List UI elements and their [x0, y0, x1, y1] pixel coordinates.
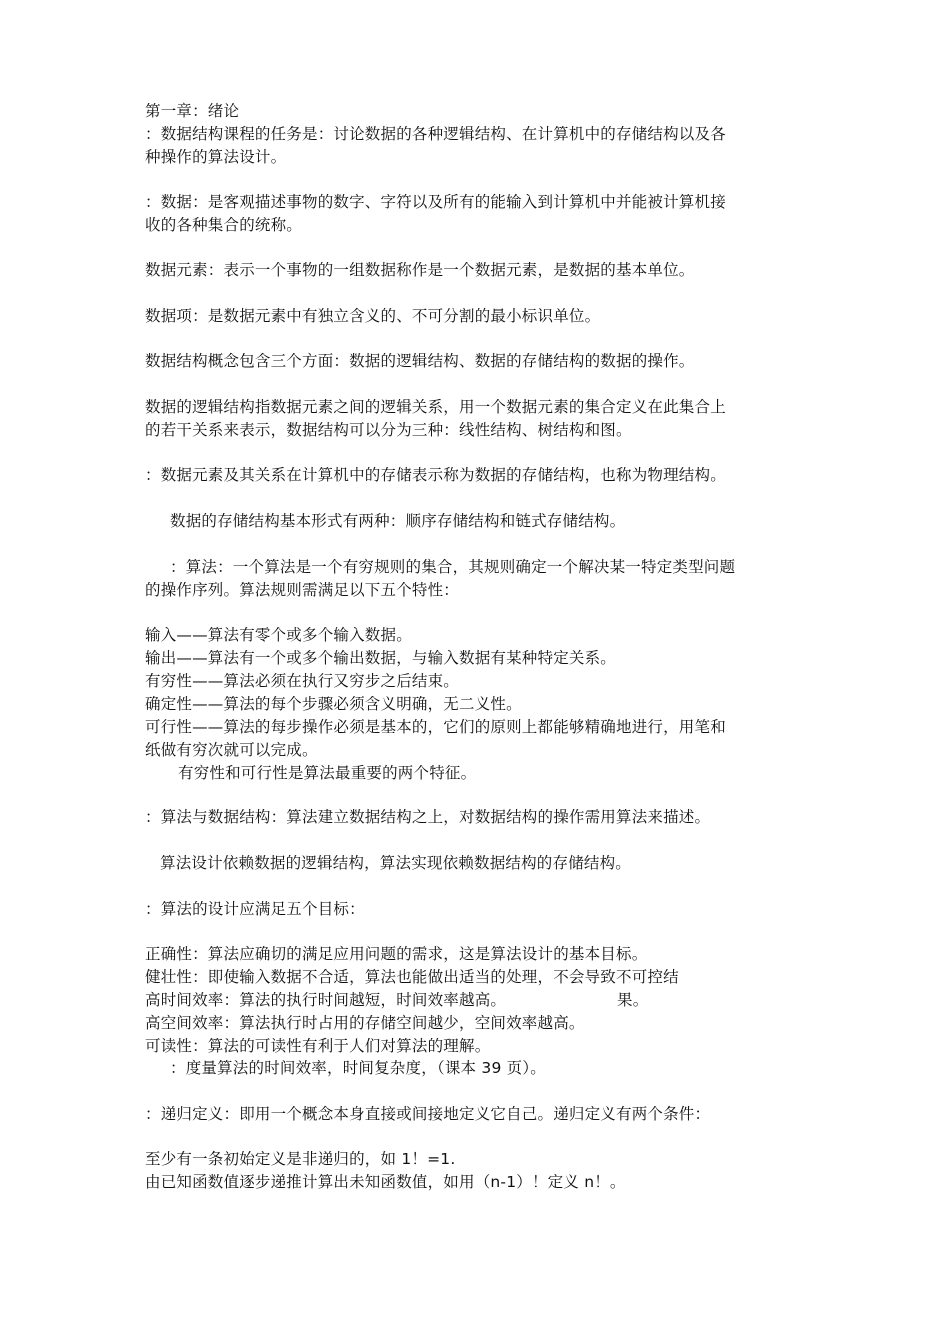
feature-item: 确定性——算法的每个步骤必须含义明确，无二义性。 [145, 695, 522, 713]
paragraph-line: ：数据：是客观描述事物的数字、字符以及所有的能输入到计算机中并能被计算机接 [145, 193, 726, 211]
feature-item: 输入——算法有零个或多个输入数据。 [145, 626, 412, 644]
condition-item: 由已知函数值逐步递推计算出未知函数值，如用（n-1）！定义 n！。 [145, 1173, 626, 1191]
goal-item: 健壮性：即使输入数据不合适，算法也能做出适当的处理，不会导致不可控结 [145, 968, 679, 986]
feature-item: 有穷性——算法必须在执行又穷步之后结束。 [145, 672, 460, 690]
paragraph-line: 的操作序列。算法规则需满足以下五个特性： [145, 581, 460, 599]
feature-item: 输出——算法有一个或多个输出数据，与输入数据有某种特定关系。 [145, 649, 617, 667]
paragraph-line: ：算法与数据结构：算法建立数据结构之上，对数据结构的操作需用算法来描述。 [145, 808, 711, 826]
feature-item: 纸做有穷次就可以完成。 [145, 741, 318, 759]
goal-overflow-text: 果。 [617, 991, 649, 1009]
goal-item: 高空间效率：算法执行时占用的存储空间越少，空间效率越高。 [145, 1014, 585, 1032]
paragraph-line: 的若干关系来表示，数据结构可以分为三种：线性结构、树结构和图。 [145, 421, 632, 439]
paragraph-line: 数据项：是数据元素中有独立含义的、不可分割的最小标识单位。 [145, 307, 601, 325]
feature-item: 可行性——算法的每步操作必须是基本的，它们的原则上都能够精确地进行，用笔和 [145, 718, 726, 736]
paragraph-line: ：数据结构课程的任务是：讨论数据的各种逻辑结构、在计算机中的存储结构以及各 [145, 125, 726, 143]
paragraph-line: 数据的逻辑结构指数据元素之间的逻辑关系，用一个数据元素的集合定义在此集合上 [145, 398, 726, 416]
paragraph-line: 数据元素：表示一个事物的一组数据称作是一个数据元素，是数据的基本单位。 [145, 261, 695, 279]
chapter-title: 第一章：绪论 [145, 102, 240, 120]
paragraph-line: 数据结构概念包含三个方面：数据的逻辑结构、数据的存储结构的数据的操作。 [145, 352, 695, 370]
paragraph-line: ：数据元素及其关系在计算机中的存储表示称为数据的存储结构，也称为物理结构。 [145, 466, 726, 484]
paragraph-line: ：递归定义：即用一个概念本身直接或间接地定义它自己。递归定义有两个条件： [145, 1105, 711, 1123]
goal-item: 高时间效率：算法的执行时间越短，时间效率越高。 [145, 991, 507, 1009]
paragraph-line: 有穷性和可行性是算法最重要的两个特征。 [178, 764, 477, 782]
paragraph-line: 收的各种集合的统称。 [145, 216, 303, 234]
paragraph-line: 数据的存储结构基本形式有两种：顺序存储结构和链式存储结构。 [170, 512, 626, 530]
paragraph-line: ：算法的设计应满足五个目标： [145, 900, 365, 918]
paragraph-line: ：度量算法的时间效率，时间复杂度，（课本 39 页）。 [170, 1059, 546, 1077]
paragraph-line: 种操作的算法设计。 [145, 148, 287, 166]
goal-item: 正确性：算法应确切的满足应用问题的需求，这是算法设计的基本目标。 [145, 945, 648, 963]
paragraph-line: 算法设计依赖数据的逻辑结构，算法实现依赖数据结构的存储结构。 [160, 854, 632, 872]
goal-item: 可读性：算法的可读性有利于人们对算法的理解。 [145, 1037, 491, 1055]
condition-item: 至少有一条初始定义是非递归的，如 1！=1. [145, 1150, 456, 1168]
paragraph-line: ：算法：一个算法是一个有穷规则的集合，其规则确定一个解决某一特定类型问题 [170, 558, 736, 576]
